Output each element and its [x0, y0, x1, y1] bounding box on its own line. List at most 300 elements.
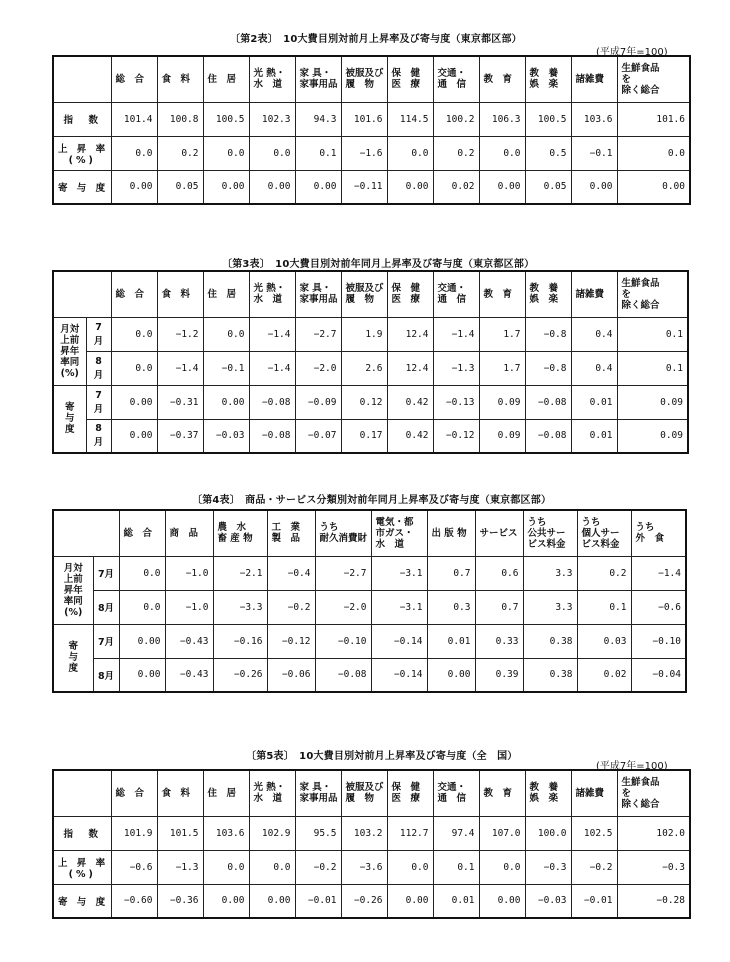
column-header [631, 510, 686, 556]
label-line: 総 合 [115, 288, 145, 300]
column-header [295, 271, 341, 317]
value-cell: −0.31 [157, 385, 203, 419]
value-cell: 0.0 [479, 136, 525, 170]
label-line: 履 物 [345, 294, 375, 306]
value-cell: 0.1 [295, 136, 341, 170]
value-cell: 0.00 [203, 884, 249, 918]
value-cell: 102.9 [249, 816, 295, 850]
label-line: 除く総合 [621, 299, 660, 311]
label-line: 保 健 [391, 782, 421, 794]
value-cell: −0.03 [203, 419, 249, 453]
value-cell: 0.00 [249, 170, 295, 204]
value-cell: 0.12 [341, 385, 387, 419]
table2-title: 〔第2表〕 10大費目別対前月上昇率及び寄与度（東京都区部） [230, 34, 522, 45]
label-line: 家 具・ [299, 782, 332, 794]
value-cell: 0.0 [111, 317, 157, 351]
value-cell: 101.6 [617, 102, 690, 136]
value-cell: 0.00 [427, 658, 475, 692]
column-header [203, 271, 249, 317]
column-header [157, 56, 203, 102]
label-line: 上 昇 率 [58, 143, 109, 155]
group-label [53, 624, 93, 692]
value-cell: 0.00 [479, 170, 525, 204]
value-cell: −0.07 [295, 419, 341, 453]
data-row [53, 556, 686, 590]
value-cell: −0.12 [433, 419, 479, 453]
month-label: 8月 [93, 590, 119, 624]
label-line: 保 健 [391, 68, 421, 80]
value-cell: −2.7 [315, 556, 371, 590]
column-header [525, 56, 571, 102]
value-cell: −0.43 [165, 658, 213, 692]
data-row [53, 102, 690, 136]
value-cell: −2.0 [295, 351, 341, 385]
value-cell: 0.09 [617, 385, 688, 419]
label-line: 教 養 [529, 68, 559, 80]
month-label: 7月 [86, 317, 111, 351]
value-cell: 2.6 [341, 351, 387, 385]
value-cell: 0.2 [157, 136, 203, 170]
label-line: 上 昇 率 [58, 857, 109, 869]
label-line: 履 物 [345, 793, 375, 805]
group-label [53, 556, 93, 624]
value-cell: −0.60 [111, 884, 157, 918]
label-line: 光 熱・ [253, 283, 286, 295]
label-line: 食 料 [161, 787, 191, 799]
value-cell: 102.0 [617, 816, 690, 850]
header-row [53, 271, 688, 317]
column-header [479, 271, 525, 317]
value-cell: −3.1 [371, 590, 427, 624]
value-cell: −1.0 [165, 556, 213, 590]
label-line: 総 合 [123, 527, 153, 539]
label-line: 住 居 [207, 288, 237, 300]
label-line: 寄 [64, 402, 75, 414]
value-cell: 1.9 [341, 317, 387, 351]
table5-base-note: (平成7年=100) [596, 761, 668, 772]
value-cell: 103.6 [571, 102, 617, 136]
value-cell: −0.6 [111, 850, 157, 884]
column-header [295, 770, 341, 816]
label-line: 通 信 [437, 793, 467, 805]
data-row [53, 850, 690, 884]
column-header [249, 770, 295, 816]
label-line: 生鮮食品 [621, 277, 660, 289]
value-cell: 100.5 [525, 102, 571, 136]
value-cell: −3.1 [371, 556, 427, 590]
label-line: 被服及び [345, 283, 384, 295]
column-header [267, 510, 315, 556]
column-header [475, 510, 523, 556]
value-cell: −1.4 [433, 317, 479, 351]
label-line: 上前 [63, 573, 83, 585]
value-cell: −0.16 [213, 624, 267, 658]
label-line: 市ガス・ [375, 527, 414, 539]
label-line: 寄 [68, 641, 78, 653]
value-cell: −0.28 [617, 884, 690, 918]
value-cell: −0.14 [371, 658, 427, 692]
value-cell: 0.1 [433, 850, 479, 884]
data-row [53, 590, 686, 624]
column-header [571, 770, 617, 816]
value-cell: 0.00 [111, 419, 157, 453]
label-line: うち [581, 516, 601, 528]
table3 [52, 270, 689, 454]
value-cell: 0.5 [525, 136, 571, 170]
month-label: 7月 [93, 556, 119, 590]
value-cell: 100.5 [203, 102, 249, 136]
column-header [387, 271, 433, 317]
value-cell: 0.0 [203, 136, 249, 170]
value-cell: 101.6 [341, 102, 387, 136]
table4-title: 〔第4表〕 商品・サービス分類別対前年同月上昇率及び寄与度（東京都区部） [192, 495, 552, 506]
column-header [387, 770, 433, 816]
label-line: 医 療 [391, 79, 421, 91]
value-cell: 0.4 [571, 351, 617, 385]
value-cell: −1.0 [165, 590, 213, 624]
label-line: 与 [64, 413, 75, 425]
group-label [53, 385, 86, 453]
value-cell: −0.10 [315, 624, 371, 658]
value-cell: 0.0 [119, 556, 165, 590]
label-line: 医 療 [391, 294, 421, 306]
label-line: 教 育 [483, 288, 513, 300]
value-cell: 101.5 [157, 816, 203, 850]
column-header [249, 56, 295, 102]
column-header [213, 510, 267, 556]
label-line: 娯 楽 [529, 79, 559, 91]
value-cell: −0.14 [371, 624, 427, 658]
value-cell: −0.2 [571, 850, 617, 884]
month-label: 7月 [86, 385, 111, 419]
value-cell: −0.8 [525, 317, 571, 351]
table2-base-note: (平成7年=100) [596, 47, 668, 58]
value-cell: 0.7 [475, 590, 523, 624]
label-line: 履 物 [345, 79, 375, 91]
value-cell: −0.06 [267, 658, 315, 692]
value-cell: −0.2 [267, 590, 315, 624]
label-line: 総 合 [115, 73, 145, 85]
column-header [617, 770, 690, 816]
value-cell: −3.3 [213, 590, 267, 624]
data-row [53, 658, 686, 692]
value-cell: 0.09 [479, 385, 525, 419]
value-cell: 0.02 [433, 170, 479, 204]
value-cell: 12.4 [387, 317, 433, 351]
label-line: うち [527, 516, 547, 528]
label-line: 水 道 [375, 538, 405, 550]
value-cell: −0.43 [165, 624, 213, 658]
value-cell: 106.3 [479, 102, 525, 136]
column-header [577, 510, 631, 556]
label-line: 家事用品 [299, 294, 338, 306]
value-cell: 0.0 [387, 850, 433, 884]
label-line: ビス料金 [527, 538, 566, 550]
column-header [315, 510, 371, 556]
value-cell: 0.38 [523, 624, 577, 658]
value-cell: 0.3 [427, 590, 475, 624]
value-cell: 0.00 [203, 385, 249, 419]
column-header [427, 510, 475, 556]
column-header [295, 56, 341, 102]
column-header [433, 770, 479, 816]
value-cell: −0.3 [525, 850, 571, 884]
value-cell: 0.00 [111, 385, 157, 419]
label-line: 度 [64, 424, 75, 436]
value-cell: 0.00 [111, 170, 157, 204]
label-line: 食 料 [161, 73, 191, 85]
value-cell: 0.00 [119, 624, 165, 658]
value-cell: 114.5 [387, 102, 433, 136]
label-line: 諸雑費 [575, 787, 605, 799]
label-line: を [621, 288, 632, 300]
data-row [53, 170, 690, 204]
label-line: 住 居 [207, 73, 237, 85]
value-cell: 0.09 [479, 419, 525, 453]
label-line: (%) [68, 154, 96, 166]
value-cell: 102.5 [571, 816, 617, 850]
label-line: 住 居 [207, 787, 237, 799]
value-cell: 0.00 [617, 170, 690, 204]
value-cell: 97.4 [433, 816, 479, 850]
data-row [53, 136, 690, 170]
value-cell: −0.03 [525, 884, 571, 918]
group-label [53, 317, 86, 385]
label-line: 農 水 [217, 522, 247, 534]
table3-title: 〔第3表〕 10大費目別対前年同月上昇率及び寄与度（東京都区部） [222, 259, 535, 270]
value-cell: 102.3 [249, 102, 295, 136]
value-cell: −0.36 [157, 884, 203, 918]
label-line: 昇年 [63, 584, 83, 596]
column-header [617, 56, 690, 102]
value-cell: −0.08 [525, 419, 571, 453]
value-cell: −0.13 [433, 385, 479, 419]
column-header [203, 56, 249, 102]
table5 [52, 769, 691, 919]
label-line: 畜 産 物 [217, 533, 253, 545]
label-line: 水 道 [253, 294, 283, 306]
label-line: 上前 [60, 334, 80, 346]
value-cell: 3.3 [523, 590, 577, 624]
row-label [53, 884, 111, 918]
label-line: 光 熱・ [253, 782, 286, 794]
label-line: 娯 楽 [529, 294, 559, 306]
data-row [53, 385, 688, 419]
corner-cell [53, 56, 111, 102]
column-header [111, 770, 157, 816]
label-line: 総 合 [115, 787, 145, 799]
label-line: (%) [68, 868, 96, 880]
label-line: 寄 与 度 [58, 896, 109, 908]
value-cell: −0.3 [617, 850, 690, 884]
data-row [53, 884, 690, 918]
column-header [571, 271, 617, 317]
row-label [53, 850, 111, 884]
value-cell: 0.0 [479, 850, 525, 884]
value-cell: −1.4 [249, 351, 295, 385]
value-cell: −0.4 [267, 556, 315, 590]
value-cell: 0.03 [577, 624, 631, 658]
label-line: 生鮮食品 [621, 62, 660, 74]
month-label: 7月 [93, 624, 119, 658]
header-row [53, 56, 690, 102]
value-cell: 0.01 [433, 884, 479, 918]
label-line: 家 具・ [299, 283, 332, 295]
value-cell: 100.2 [433, 102, 479, 136]
value-cell: 0.42 [387, 419, 433, 453]
label-line: (%) [60, 367, 79, 379]
column-header [341, 56, 387, 102]
value-cell: 0.00 [203, 170, 249, 204]
value-cell: 0.0 [617, 136, 690, 170]
table4 [52, 509, 687, 693]
label-line: 生鮮食品 [621, 776, 660, 788]
label-line: 率同 [63, 595, 83, 607]
header-row [53, 770, 690, 816]
value-cell: 0.02 [577, 658, 631, 692]
value-cell: 103.2 [341, 816, 387, 850]
value-cell: −1.4 [249, 317, 295, 351]
value-cell: 0.38 [523, 658, 577, 692]
label-line: 製 品 [271, 533, 301, 545]
label-line: 交通・ [437, 283, 467, 295]
column-header [479, 56, 525, 102]
value-cell: 0.0 [111, 136, 157, 170]
column-header [433, 271, 479, 317]
value-cell: 0.01 [571, 385, 617, 419]
label-line: 除く総合 [621, 84, 660, 96]
value-cell: 0.00 [387, 884, 433, 918]
label-line: 度 [68, 663, 78, 675]
column-header [523, 510, 577, 556]
label-line: 出 版 物 [431, 527, 467, 539]
value-cell: −0.08 [525, 385, 571, 419]
value-cell: 0.0 [249, 136, 295, 170]
value-cell: −1.3 [433, 351, 479, 385]
value-cell: −1.4 [157, 351, 203, 385]
value-cell: 0.0 [111, 351, 157, 385]
value-cell: 103.6 [203, 816, 249, 850]
column-header [157, 271, 203, 317]
label-line: (%) [64, 606, 83, 618]
value-cell: −0.11 [341, 170, 387, 204]
column-header [525, 770, 571, 816]
column-header [479, 770, 525, 816]
corner-cell [53, 271, 111, 317]
label-line: 指 数 [63, 829, 101, 840]
label-line: サービス [479, 527, 518, 539]
value-cell: −0.10 [631, 624, 686, 658]
label-line: うち [319, 522, 339, 534]
label-line: を [621, 787, 632, 799]
label-line: 与 [68, 652, 78, 664]
value-cell: 112.7 [387, 816, 433, 850]
value-cell: 3.3 [523, 556, 577, 590]
label-line: ビス料金 [581, 538, 620, 550]
column-header [433, 56, 479, 102]
value-cell: 100.8 [157, 102, 203, 136]
column-header [525, 271, 571, 317]
value-cell: 0.2 [577, 556, 631, 590]
label-line: うち [635, 522, 655, 534]
label-line: 家 具・ [299, 68, 332, 80]
value-cell: −1.3 [157, 850, 203, 884]
label-line: 耐久消費財 [319, 533, 368, 545]
value-cell: −0.08 [315, 658, 371, 692]
corner-cell [53, 770, 111, 816]
value-cell: 0.1 [577, 590, 631, 624]
label-line: 外 食 [635, 533, 665, 545]
column-header [111, 56, 157, 102]
label-line: 教 育 [483, 73, 513, 85]
month-label: 8月 [86, 351, 111, 385]
value-cell: 1.7 [479, 351, 525, 385]
table2 [52, 55, 691, 205]
label-line: 教 育 [483, 787, 513, 799]
label-line: 家事用品 [299, 79, 338, 91]
label-line: 公共サー [527, 527, 566, 539]
data-row [53, 317, 688, 351]
label-line: 月対 [63, 562, 83, 574]
value-cell: −1.6 [341, 136, 387, 170]
value-cell: 0.05 [157, 170, 203, 204]
label-line: 諸雑費 [575, 73, 605, 85]
value-cell: 101.9 [111, 816, 157, 850]
value-cell: 0.0 [249, 850, 295, 884]
value-cell: −0.2 [295, 850, 341, 884]
value-cell: 0.0 [203, 850, 249, 884]
column-header [249, 271, 295, 317]
row-label [53, 170, 111, 204]
value-cell: −1.2 [157, 317, 203, 351]
value-cell: −0.04 [631, 658, 686, 692]
value-cell: 0.00 [571, 170, 617, 204]
value-cell: 0.2 [433, 136, 479, 170]
label-line: 寄 与 度 [58, 182, 109, 194]
value-cell: −0.37 [157, 419, 203, 453]
value-cell: −2.1 [213, 556, 267, 590]
value-cell: 0.0 [119, 590, 165, 624]
label-line: 医 療 [391, 793, 421, 805]
value-cell: 0.7 [427, 556, 475, 590]
value-cell: −0.1 [571, 136, 617, 170]
value-cell: −0.26 [341, 884, 387, 918]
month-label: 8月 [93, 658, 119, 692]
label-line: 工 業 [271, 522, 301, 534]
value-cell: 0.42 [387, 385, 433, 419]
value-cell: 0.01 [571, 419, 617, 453]
value-cell: 0.01 [427, 624, 475, 658]
value-cell: 0.00 [119, 658, 165, 692]
column-header [341, 770, 387, 816]
month-label: 8月 [86, 419, 111, 453]
data-row [53, 816, 690, 850]
value-cell: −0.8 [525, 351, 571, 385]
value-cell: 0.05 [525, 170, 571, 204]
data-row [53, 419, 688, 453]
label-line: 家事用品 [299, 793, 338, 805]
row-label [53, 816, 111, 850]
value-cell: 94.3 [295, 102, 341, 136]
header-row [53, 510, 686, 556]
label-line: 交通・ [437, 68, 467, 80]
column-header [571, 56, 617, 102]
label-line: 率同 [60, 356, 80, 368]
value-cell: 101.4 [111, 102, 157, 136]
value-cell: 107.0 [479, 816, 525, 850]
value-cell: −0.01 [571, 884, 617, 918]
value-cell: 12.4 [387, 351, 433, 385]
